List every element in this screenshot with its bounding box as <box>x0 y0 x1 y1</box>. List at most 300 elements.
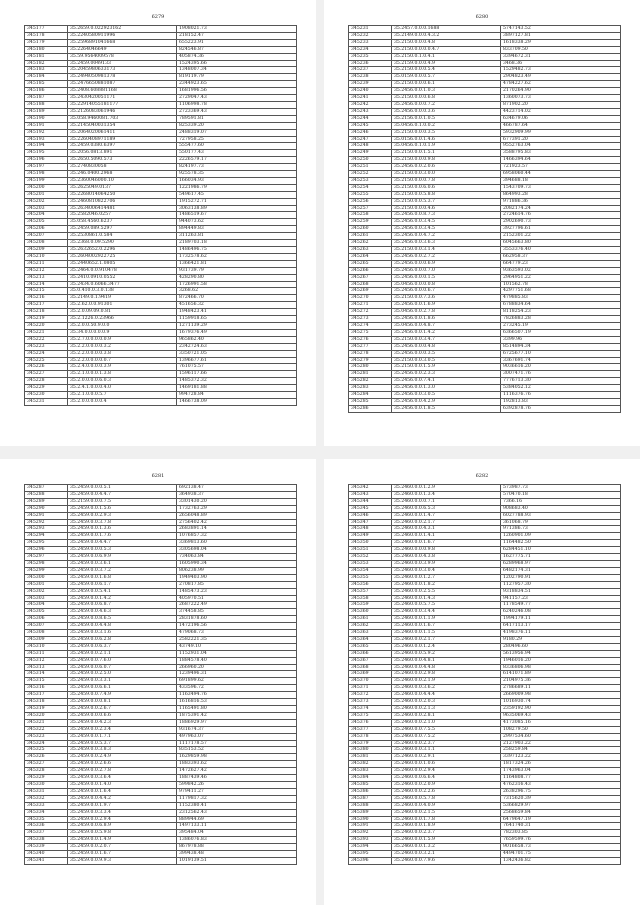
table-row <box>349 177 621 184</box>
table-row <box>25 491 297 498</box>
value-cell: 8118254.23 <box>501 309 621 316</box>
coordinate-cell: 35.2460.0.0.1.1.5 <box>392 630 501 637</box>
row-id-cell: 345248 <box>349 143 392 150</box>
table-row <box>25 164 297 171</box>
row-id-cell: 345340 <box>25 851 68 858</box>
table-row <box>349 554 621 561</box>
value-cell: 497963.07 <box>177 733 297 740</box>
value-cell: 7641740.31 <box>501 823 621 830</box>
row-id-cell: 345233 <box>349 39 392 46</box>
value-cell: 835153.52 <box>177 747 297 754</box>
table-row <box>349 398 621 405</box>
value-cell: 1679376.49 <box>177 329 297 336</box>
coordinate-cell: 35.2150.0.0.6.0.6 <box>392 184 501 191</box>
row-id-cell: 345253 <box>349 177 392 184</box>
coordinate-cell: 35.2604002922725 <box>68 253 177 260</box>
table-row <box>25 46 297 53</box>
table-row <box>349 288 621 295</box>
value-cell: 2488319.07 <box>177 129 297 136</box>
table-row <box>349 115 621 122</box>
table-row <box>25 385 297 392</box>
row-id-cell: 345283 <box>349 385 392 392</box>
coordinate-cell: 35.2460.0.0.4.0.9 <box>392 802 501 809</box>
row-id-cell: 345325 <box>25 747 68 754</box>
value-cell: 6045663.80 <box>501 240 621 247</box>
coordinate-cell: 35.2.62.0.0.91301 <box>68 302 177 309</box>
table-row <box>349 184 621 191</box>
value-cell: 43749.10 <box>177 643 297 650</box>
row-id-cell: 345197 <box>25 164 68 171</box>
coordinate-cell: 35.2459.0.0.2.5.0 <box>68 671 177 678</box>
row-id-cell: 345263 <box>349 247 392 254</box>
value-cell: 270817.85 <box>177 581 297 588</box>
coordinate-cell: 35.2460.0.0.7.5.2 <box>392 733 501 740</box>
value-cell: 1472196.56 <box>177 623 297 630</box>
row-id-cell: 345349 <box>349 533 392 540</box>
coordinate-cell: 35.2150.0.0.5.3.7 <box>392 198 501 205</box>
row-id-cell: 345195 <box>25 150 68 157</box>
coordinate-cell: 35.2149.0.1.9419 <box>68 295 177 302</box>
table-row <box>25 692 297 699</box>
row-id-cell: 345303 <box>25 595 68 602</box>
table-row <box>349 67 621 74</box>
value-cell: 1016930.74 <box>501 699 621 706</box>
table-row <box>349 733 621 740</box>
row-id-cell: 345234 <box>349 46 392 53</box>
coordinate-cell: 35.2456.0.0.0.3.6 <box>392 108 501 115</box>
row-id-cell: 345286 <box>349 405 392 412</box>
coordinate-cell: 35.2460.0.0.2.0.3 <box>392 699 501 706</box>
coordinate-cell: 35.2460.0.0.1.3.4 <box>392 491 501 498</box>
row-id-cell: 345374 <box>349 706 392 713</box>
row-id-cell: 345190 <box>25 115 68 122</box>
row-id-cell: 345210 <box>25 253 68 260</box>
value-cell: 734063.84 <box>177 554 297 561</box>
table-row <box>25 512 297 519</box>
table-row <box>25 101 297 108</box>
value-cell: 925578.35 <box>177 171 297 178</box>
table-row <box>349 122 621 129</box>
value-cell: 1366421.81 <box>177 260 297 267</box>
coordinate-cell: 35.2460.0.0.1.8.9 <box>392 823 501 830</box>
value-cell: 867978.88 <box>177 844 297 851</box>
row-id-cell: 345313 <box>25 664 68 671</box>
row-id-cell: 345231 <box>25 398 68 405</box>
row-id-cell: 345230 <box>25 392 68 399</box>
table-row <box>349 581 621 588</box>
value-cell: 994728.84 <box>177 392 297 399</box>
coordinate-cell: 35.2459.0.0.3.8.3 <box>68 747 177 754</box>
row-id-cell: 345379 <box>349 740 392 747</box>
table-row <box>25 157 297 164</box>
table-row <box>25 150 297 157</box>
coordinate-cell: 35.2459.0.0.1.6.4 <box>68 788 177 795</box>
row-id-cell: 345391 <box>349 823 392 830</box>
row-id-cell: 345250 <box>349 157 392 164</box>
value-cell: 1202790.91 <box>501 574 621 581</box>
table-row <box>25 329 297 336</box>
coordinate-cell: 35.2460.0.0.1.4.3 <box>392 595 501 602</box>
coordinate-cell: 35.2459.0.0.1.4.2 <box>68 595 177 602</box>
value-cell: 1886929.97 <box>177 719 297 726</box>
coordinate-cell: 35.2459.0.0.2.9.4 <box>68 816 177 823</box>
value-cell: 5613956.94 <box>501 650 621 657</box>
table-row <box>349 364 621 371</box>
row-id-cell: 345177 <box>25 26 68 33</box>
table-row <box>25 574 297 581</box>
table-row <box>349 636 621 643</box>
coordinate-cell: 35.2632652.0.2296 <box>68 247 177 254</box>
value-cell: 965862.40 <box>177 336 297 343</box>
table-row <box>349 143 621 150</box>
value-cell: 1817324.26 <box>501 761 621 768</box>
coordinate-cell: 35.2460.0.0.1.2.7 <box>392 574 501 581</box>
table-row <box>25 657 297 664</box>
value-cell: 2669009.98 <box>501 692 621 699</box>
value-cell: 280496.60 <box>501 643 621 650</box>
table-row <box>349 547 621 554</box>
table-row <box>349 108 621 115</box>
coordinate-cell: 35.2459.0.0.9.9.3 <box>68 857 177 864</box>
coordinate-cell: 35.2459.0.0.1.4.9 <box>68 837 177 844</box>
row-id-cell: 345381 <box>349 754 392 761</box>
coordinate-cell: 35.2410.0910.0552 <box>68 274 177 281</box>
value-cell: 395484.04 <box>177 830 297 837</box>
row-id-cell: 345279 <box>349 357 392 364</box>
row-id-cell: 345370 <box>349 678 392 685</box>
row-id-cell: 345369 <box>349 671 392 678</box>
row-id-cell: 345218 <box>25 309 68 316</box>
row-id-cell: 345192 <box>25 129 68 136</box>
table-row <box>25 595 297 602</box>
value-cell: 6027788.93 <box>501 512 621 519</box>
coordinate-cell: 35.2459.0.0.2.6.6 <box>68 761 177 768</box>
row-id-cell: 345240 <box>349 88 392 95</box>
value-cell: 9016658.73 <box>501 844 621 851</box>
coordinate-cell: 35.2460.0.0.2.1.7 <box>392 519 501 526</box>
row-id-cell: 345324 <box>25 740 68 747</box>
value-cell: 1106998.78 <box>177 101 297 108</box>
coordinate-cell: 35.2456.0.0.0.7.0 <box>392 267 501 274</box>
value-cell: 1360073.73 <box>501 95 621 102</box>
value-cell: 3301430.20 <box>177 498 297 505</box>
row-id-cell: 345189 <box>25 108 68 115</box>
row-id-cell: 345264 <box>349 253 392 260</box>
document-page-6279 <box>0 0 316 446</box>
coordinate-cell: 35.2460.0.0.1.4.1 <box>392 533 501 540</box>
table-row <box>349 329 621 336</box>
table-row <box>349 171 621 178</box>
table-row <box>349 630 621 637</box>
table-row <box>349 260 621 267</box>
coordinate-cell: 35.2456.0.0.3.6.3 <box>392 240 501 247</box>
coordinate-cell: 35.2.4.1.0.0.0.4.0 <box>68 385 177 392</box>
coordinate-cell: 35.2460.0.0.0.9.8 <box>392 547 501 554</box>
value-cell: 479885.83 <box>501 295 621 302</box>
coordinate-cell: 35.2240580911996 <box>68 32 177 39</box>
value-cell: 971886.36 <box>501 198 621 205</box>
row-id-cell: 345224 <box>25 350 68 357</box>
page-title: 6282 <box>475 473 489 479</box>
table-row <box>25 136 297 143</box>
row-id-cell: 345348 <box>349 526 392 533</box>
coordinate-cell: 35.2460.0.0.2.1.0 <box>392 719 501 726</box>
value-cell: 4762316.43 <box>501 781 621 788</box>
row-id-cell: 345181 <box>25 53 68 60</box>
value-cell: 311263.81 <box>177 233 297 240</box>
coordinate-cell: 35.2145040031354 <box>68 122 177 129</box>
coordinate-cell: 35.59.9564009578 <box>68 53 177 60</box>
table-row <box>349 274 621 281</box>
value-cell: 1946016.20 <box>501 657 621 664</box>
row-id-cell: 345282 <box>349 378 392 385</box>
value-cell: 2902690.73 <box>501 219 621 226</box>
row-id-cell: 345209 <box>25 247 68 254</box>
table-row <box>25 754 297 761</box>
value-cell: 1497133.11 <box>177 823 297 830</box>
value-cell: 727958.25 <box>177 136 297 143</box>
row-id-cell: 345200 <box>25 184 68 191</box>
coordinate-cell: 35.2459.0.0.0.5.3 <box>68 547 177 554</box>
value-cell: 108279.50 <box>501 726 621 733</box>
value-cell: 1396677.61 <box>177 357 297 364</box>
value-cell: 3927796.61 <box>501 226 621 233</box>
table-row <box>349 837 621 844</box>
row-id-cell: 345178 <box>25 32 68 39</box>
value-cell: 6479647.19 <box>501 816 621 823</box>
value-cell: 4494701.75 <box>501 851 621 858</box>
table-row <box>349 726 621 733</box>
row-id-cell: 345228 <box>25 378 68 385</box>
table-row <box>25 171 297 178</box>
coordinate-cell: 35.2456.0.0.0.7.2 <box>392 101 501 108</box>
table-row <box>349 719 621 726</box>
row-id-cell: 345334 <box>25 809 68 816</box>
table-row <box>25 219 297 226</box>
value-cell: 479068.73 <box>177 630 297 637</box>
value-cell: 664779.23 <box>501 260 621 267</box>
value-cell: 5932909.99 <box>501 129 621 136</box>
coordinate-cell: 35.2126083061946 <box>68 108 177 115</box>
row-id-cell: 345182 <box>25 60 68 67</box>
value-cell: 4173085.16 <box>501 719 621 726</box>
coordinate-cell: 35.2460.0.0.1.8.2 <box>392 581 501 588</box>
row-id-cell: 345312 <box>25 657 68 664</box>
row-id-cell: 345285 <box>349 398 392 405</box>
value-cell: 1726991.58 <box>177 281 297 288</box>
table-row <box>25 747 297 754</box>
table-row <box>25 540 297 547</box>
row-id-cell: 345204 <box>25 212 68 219</box>
table-row <box>25 108 297 115</box>
table-row <box>25 609 297 616</box>
table-row <box>349 740 621 747</box>
coordinate-cell: 35.2460.0.0.3.0.4 <box>392 567 501 574</box>
table-row <box>25 184 297 191</box>
row-id-cell: 345306 <box>25 616 68 623</box>
value-cell: 2344923.65 <box>177 81 297 88</box>
coordinate-cell: 35.2456.0.0.2.0.6 <box>392 164 501 171</box>
coordinate-cell: 35.2459.0.0.6.6.1 <box>68 685 177 692</box>
row-id-cell: 345243 <box>349 108 392 115</box>
coordinate-cell: 35.2596891041668 <box>68 39 177 46</box>
value-cell: 6240246.08 <box>501 609 621 616</box>
value-cell: 1019139.51 <box>177 857 297 864</box>
value-cell: 1486519.67 <box>177 212 297 219</box>
value-cell: 9180.29 <box>501 636 621 643</box>
table-row <box>349 657 621 664</box>
row-id-cell: 345317 <box>25 692 68 699</box>
value-cell: 364938.37 <box>177 491 297 498</box>
coordinate-cell: 35.2460.0.0.4.8.1 <box>392 657 501 664</box>
table-row <box>349 60 621 67</box>
value-cell: 1348007.34 <box>177 67 297 74</box>
coordinate-cell: 35.2150.0.0.3.0.5 <box>392 357 501 364</box>
table-row <box>25 274 297 281</box>
value-cell: 1994179.11 <box>501 616 621 623</box>
value-cell: 1732763.29 <box>177 505 297 512</box>
coordinate-cell: 35.0456.0.0.2.7.8 <box>392 309 501 316</box>
table-row <box>25 316 297 323</box>
row-id-cell: 345352 <box>349 554 392 561</box>
row-id-cell: 345354 <box>349 567 392 574</box>
table-row <box>349 405 621 412</box>
value-cell: 971386.73 <box>501 526 621 533</box>
row-id-cell: 345205 <box>25 219 68 226</box>
page-title: 6281 <box>151 473 165 479</box>
coordinate-cell: 35.2456.0.0.3.0.5 <box>392 392 501 399</box>
row-id-cell: 345395 <box>349 851 392 858</box>
table-row <box>25 775 297 782</box>
row-id-cell: 345383 <box>349 768 392 775</box>
table-row <box>25 122 297 129</box>
value-cell: 2756402.42 <box>177 519 297 526</box>
coordinate-cell: 35.2460.0.0.1.6.7 <box>392 540 501 547</box>
row-id-cell: 345290 <box>25 505 68 512</box>
table-row <box>25 205 297 212</box>
page-title: 6280 <box>475 14 489 20</box>
row-id-cell: 345217 <box>25 302 68 309</box>
coordinate-cell: 35.2460.0.0.3.9.9 <box>392 560 501 567</box>
value-cell: 2729047.43 <box>177 95 297 102</box>
row-id-cell: 345336 <box>25 823 68 830</box>
table-row <box>25 247 297 254</box>
row-id-cell: 345362 <box>349 623 392 630</box>
row-id-cell: 345193 <box>25 136 68 143</box>
table-row <box>25 733 297 740</box>
value-cell: 3397123.22 <box>501 754 621 761</box>
row-id-cell: 345377 <box>349 726 392 733</box>
row-id-cell: 345236 <box>349 60 392 67</box>
coordinate-cell: 35.2156.0.0.1.0.5 <box>392 115 501 122</box>
row-id-cell: 345183 <box>25 67 68 74</box>
row-id-cell: 345351 <box>349 547 392 554</box>
table-row <box>25 837 297 844</box>
row-id-cell: 345380 <box>349 747 392 754</box>
value-cell: 2127903.22 <box>501 740 621 747</box>
table-row <box>25 699 297 706</box>
table-row <box>25 857 297 864</box>
table-row <box>25 88 297 95</box>
row-id-cell: 345299 <box>25 567 68 574</box>
table-row <box>25 823 297 830</box>
coordinate-cell: 35.2459.0.0.3.7.2 <box>68 567 177 574</box>
value-cell: 361068.79 <box>501 519 621 526</box>
table-row <box>25 336 297 343</box>
table-row <box>25 392 297 399</box>
value-cell: 1164482.50 <box>501 540 621 547</box>
value-cell: 1948423.41 <box>177 309 297 316</box>
coordinate-cell: 35.2.1.0.0.0.5.7 <box>68 392 177 399</box>
table-row <box>25 802 297 809</box>
value-cell: 573987.73 <box>501 485 621 492</box>
table-row <box>25 602 297 609</box>
table-row <box>349 526 621 533</box>
coordinate-cell: 35.2150.0.0.0.7.8 <box>392 177 501 184</box>
coordinate-cell: 35.2150.0.0.0.4.8 <box>392 39 501 46</box>
coordinate-cell: 35.2460810822706 <box>68 198 177 205</box>
value-cell: 1178549.77 <box>501 602 621 609</box>
row-id-cell: 345212 <box>25 267 68 274</box>
value-cell: 1908021.73 <box>177 26 297 33</box>
row-id-cell: 345311 <box>25 650 68 657</box>
table-row <box>25 226 297 233</box>
row-id-cell: 345308 <box>25 630 68 637</box>
table-row <box>349 540 621 547</box>
data-table <box>348 25 621 413</box>
coordinate-cell: 35.2456.0.0.8.7.3 <box>392 212 501 219</box>
value-cell: 1159918.65 <box>177 316 297 323</box>
row-id-cell: 345235 <box>349 53 392 60</box>
coordinate-cell: 35.2459.0.0.0.5.1 <box>68 485 177 492</box>
table-row <box>349 650 621 657</box>
value-cell: 2152301.22 <box>501 233 621 240</box>
table-row <box>25 685 297 692</box>
table-row <box>349 560 621 567</box>
value-cell: 2082174.24 <box>501 205 621 212</box>
coordinate-cell: 35.2150.0.0.0.6.1 <box>392 81 501 88</box>
table-row <box>349 336 621 343</box>
table-row <box>349 74 621 81</box>
value-cell: 1164808.77 <box>501 775 621 782</box>
row-id-cell: 345252 <box>349 171 392 178</box>
coordinate-cell: 35.2.7.0.0.0.0.0.9 <box>68 336 177 343</box>
row-id-cell: 345321 <box>25 719 68 726</box>
row-id-cell: 345393 <box>349 837 392 844</box>
table-row <box>349 309 621 316</box>
coordinate-cell: 35.2.2.0.0.0.0.3.2 <box>68 343 177 350</box>
table-row <box>349 678 621 685</box>
row-id-cell: 345302 <box>25 588 68 595</box>
coordinate-cell: 35.2150.0.0.1.5.1 <box>392 150 501 157</box>
table-row <box>25 295 297 302</box>
coordinate-cell: 35.2150.0.0.0.0.4.7 <box>392 46 501 53</box>
coordinate-cell: 35.2064020061411 <box>68 129 177 136</box>
value-cell: 889944.69 <box>177 816 297 823</box>
value-cell: 2189703.18 <box>177 240 297 247</box>
row-id-cell: 345386 <box>349 788 392 795</box>
table-row <box>25 281 297 288</box>
coordinate-cell: 35.2459.0.0.6.3.7 <box>68 643 177 650</box>
table-row <box>349 26 621 33</box>
row-id-cell: 345207 <box>25 233 68 240</box>
row-id-cell: 345203 <box>25 205 68 212</box>
value-cell: 405970.51 <box>177 595 297 602</box>
value-cell: 1883393.62 <box>177 761 297 768</box>
value-cell: 1543709.73 <box>501 184 621 191</box>
table-row <box>25 60 297 67</box>
coordinate-cell: 35.2459.0.0.1.7.1 <box>68 733 177 740</box>
